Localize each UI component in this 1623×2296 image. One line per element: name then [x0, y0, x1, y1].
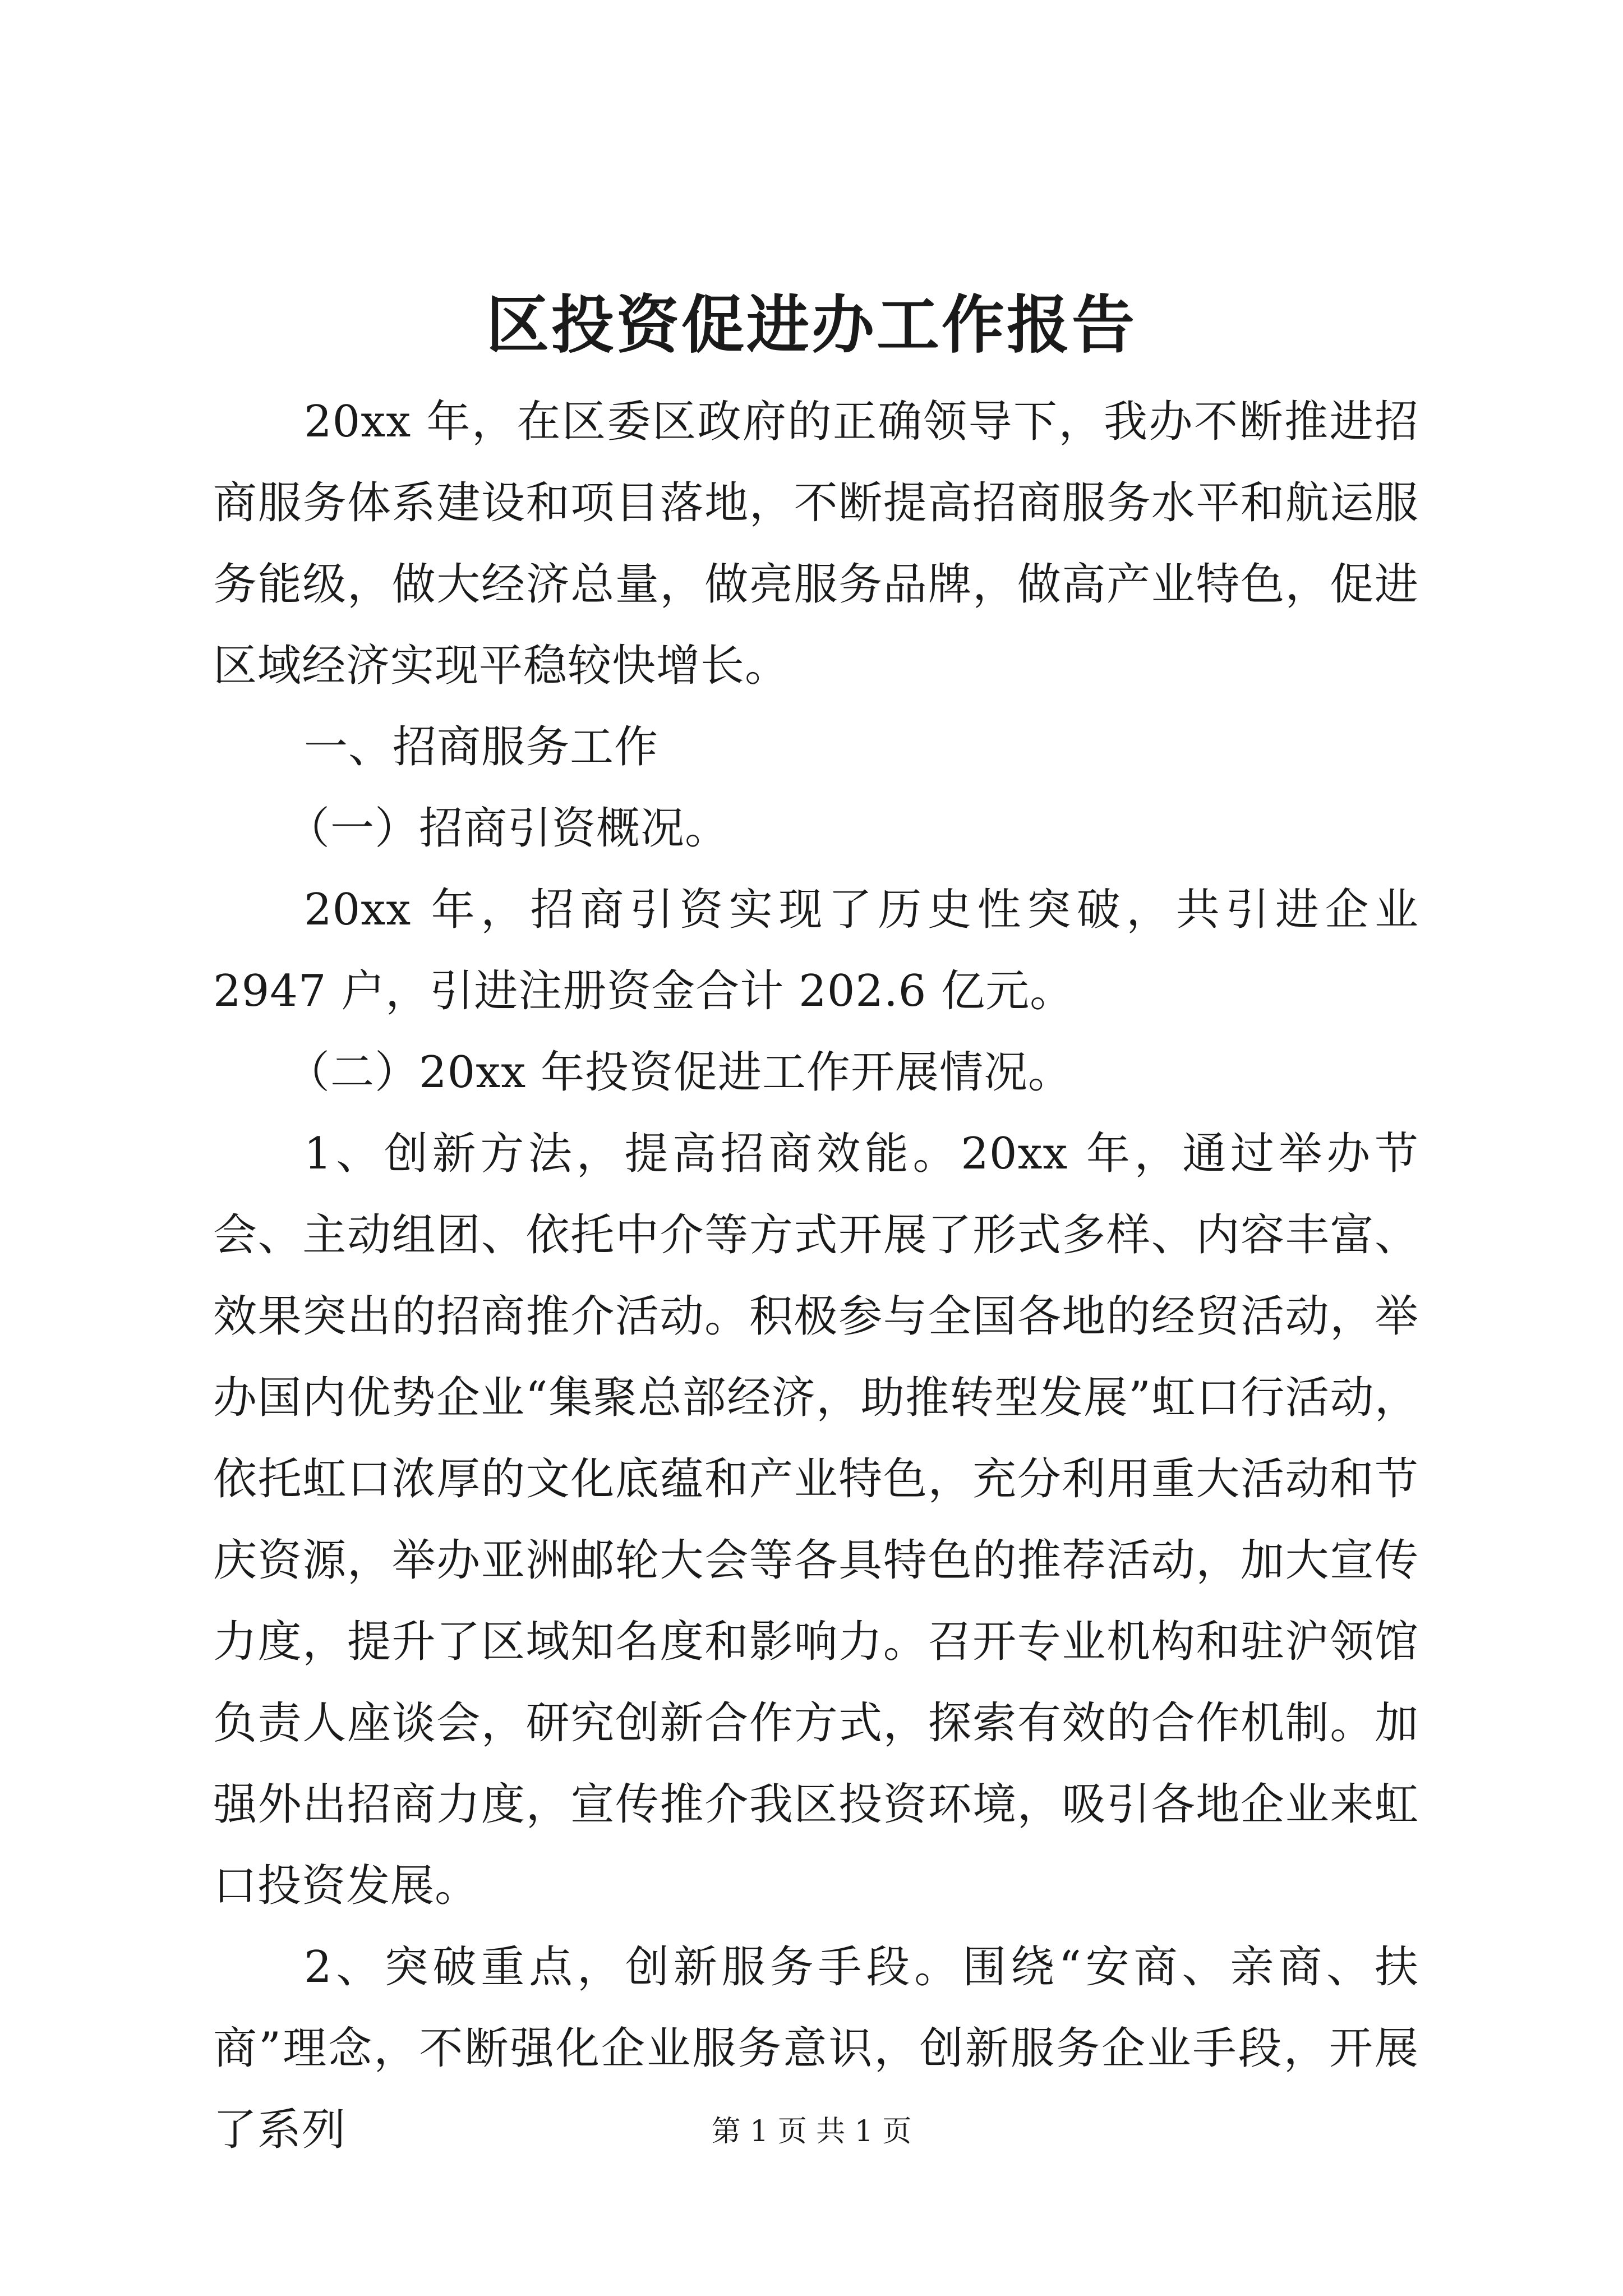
page-footer: 第 1 页 共 1 页 — [711, 2115, 912, 2148]
subsection-heading-2: （二）20xx 年投资促进工作开展情况。 — [286, 1047, 1073, 1098]
paragraph-overview: 20xx 年，招商引资实现了历史性突破，共引进企业 2947 户，引进注册资金合计 202.6 亿元。 — [213, 885, 1419, 1016]
paragraph-item-2: 2、突破重点，创新服务手段。围绕“安商、亲商、扶商”理念，不断强化企业服务意识，创新服务企业手段，开展了系列 — [213, 1942, 1419, 2155]
document-title: 区投资促进办工作报告 — [486, 288, 1137, 362]
section-heading-1: 一、招商服务工作 — [304, 722, 659, 772]
document-body — [213, 381, 1419, 2171]
subsection-heading-1: （一）招商引资概况。 — [286, 803, 730, 854]
paragraph-item-1: 1、创新方法，提高招商效能。20xx 年，通过举办节会、主动组团、依托中介等方式开展了形式多样、内容丰富、效果突出的招商推介活动。积极参与全国各地的经贸活动，举办国内优势企业“集聚总部经济，助推转型发展”虹口行活动，依托虹口浓厚的文化底蕴和产业特色，充分利用重大活动和节庆资源，举办亚洲邮轮大会等各具特色的推荐活动，加大宣传力度，提升了区域知名度和影响力。召开专业机构和驻沪领馆负责人座谈会，研究创新合作方式，探索有效的合作机制。加强外出招商力度，宣传推介我区投资环境，吸引各地企业来虹口投资发展。 — [213, 1129, 1419, 1911]
paragraph-intro: 20xx 年，在区委区政府的正确领导下，我办不断推进招商服务体系建设和项目落地，不断提高招商服务水平和航运服务能级，做大经济总量，做亮服务品牌，做高产业特色，促进区域经济实现平稳较快增长。 — [213, 397, 1419, 691]
